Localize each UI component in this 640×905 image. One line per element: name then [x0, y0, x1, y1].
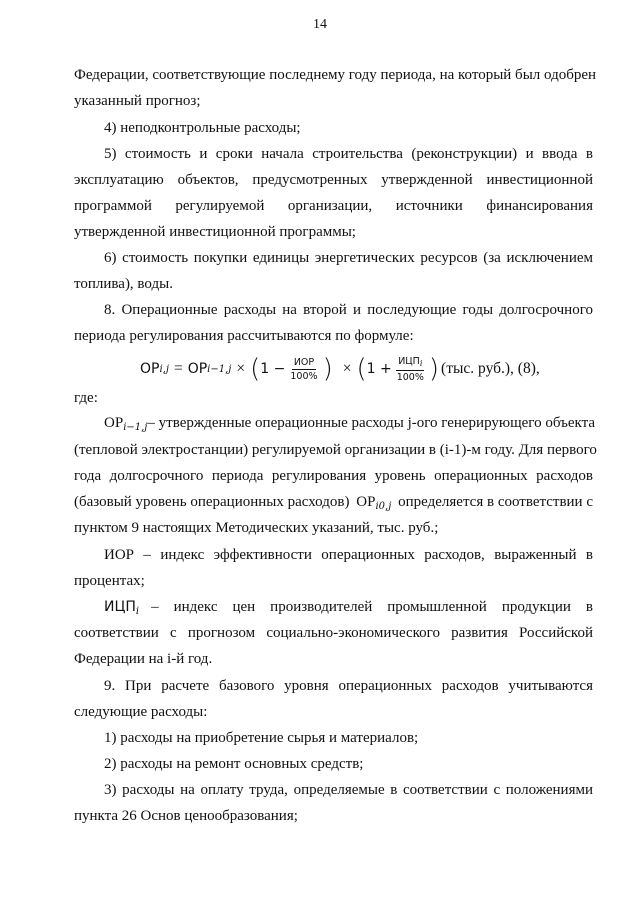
paragraph-line: эксплуатацию объектов, предусмотренных утвержденной инвестиционной: [74, 172, 593, 188]
paragraph-line: указанный прогноз;: [74, 93, 201, 109]
formula-8: [140, 344, 540, 394]
paren-close: ): [428, 354, 440, 384]
def-icp-text: – индекс цен производителей промышленной продукции в: [151, 599, 593, 615]
op-symbol: OP: [104, 415, 124, 431]
formula-lhs-sub: i,j: [159, 363, 169, 375]
paren-open: (: [250, 354, 261, 384]
def-ior-line: ИОР – индекс эффективности операционных расходов, выраженный в: [104, 547, 593, 563]
def-op-line4-post: определяется в соответствии с: [398, 494, 593, 510]
section-8-heading: 8. Операционные расходы на второй и последующие годы долгосрочного: [104, 302, 593, 318]
icp-symbol: ИЦП: [398, 355, 420, 367]
icp-symbol: ИЦП: [104, 599, 136, 615]
def-op-line4-pre: (базовый уровень операционных расходов): [74, 494, 350, 510]
paragraph-line: процентах;: [74, 573, 145, 589]
formula-prev: OP: [187, 361, 208, 377]
op-sub: i−1,j: [123, 422, 148, 433]
formula-prev-sub: i−1,j: [207, 363, 232, 375]
paragraph-line: соответствии с прогнозом социально-экономического развития Российской: [74, 625, 593, 641]
formula-lhs: OP: [140, 361, 160, 377]
paragraph-line: периода регулирования рассчитываются по формуле:: [74, 328, 414, 344]
fraction-ior: [288, 357, 319, 382]
icp-sub: i: [135, 606, 140, 617]
paragraph-line: Федерации на i-й год.: [74, 651, 213, 667]
def-op-line: [104, 413, 593, 438]
list-item-1: 1) расходы на приобретение сырья и материалов;: [104, 730, 419, 746]
fraction-numerator: [396, 356, 424, 371]
fraction-icp: [395, 356, 426, 383]
list-item-3: 3) расходы на оплату труда, определяемые в соответствии с положениями: [104, 782, 593, 798]
page-number: 14: [313, 17, 327, 32]
list-item-6: 6) стоимость покупки единицы энергетических ресурсов (за исключением: [104, 250, 593, 266]
formula-times: ×: [236, 360, 246, 377]
paragraph-line: пункта 26 Основ ценообразования;: [74, 808, 298, 824]
op-base-symbol: OP: [356, 494, 376, 510]
paren-open: (: [356, 354, 367, 384]
formula-equals: =: [173, 360, 183, 377]
paragraph-line: (тепловой электростанции) регулируемой организации в (i-1)-м году. Для первого: [74, 442, 597, 458]
icp-sub: i: [419, 358, 423, 368]
section-9-heading: 9. При расчете базового уровня операционных расходов учитываются: [104, 678, 593, 694]
fraction-denominator: 100%: [290, 370, 318, 382]
paragraph-line: Федерации, соответствующие последнему году периода, на который был одобрен: [74, 67, 597, 83]
formula-times: ×: [342, 360, 352, 377]
paragraph-line: следующие расходы:: [74, 704, 208, 720]
paragraph-line: топлива), воды.: [74, 276, 173, 292]
paragraph-line: программой регулируемой организации, источники финансирования: [74, 198, 593, 214]
op-base-sub: i0,j: [375, 501, 392, 512]
where-label: где:: [74, 390, 98, 406]
paragraph-line: утвержденной инвестиционной программы;: [74, 224, 356, 240]
paren-close: ): [322, 354, 333, 384]
list-item-5: 5) стоимость и сроки начала строительства (реконструкции) и ввода в: [104, 146, 593, 162]
formula-tail: (тыс. руб.), (8),: [441, 360, 540, 377]
paragraph-line: года долгосрочного периода регулирования уровень операционных расходов: [74, 468, 593, 484]
def-op-text: – утвержденные операционные расходы j-ого генерирующего объекта: [147, 415, 595, 431]
paragraph-line: пунктом 9 настоящих Методических указаний, тыс. руб.;: [74, 520, 439, 536]
list-item-4: 4) неподконтрольные расходы;: [104, 120, 301, 136]
fraction-denominator: 100%: [396, 371, 424, 383]
fraction-numerator: ИОР: [293, 356, 315, 368]
list-item-2: 2) расходы на ремонт основных средств;: [104, 756, 364, 772]
formula-one-plus: 1 +: [366, 361, 392, 377]
def-icp-line: [104, 597, 593, 622]
def-op-line4: [74, 492, 593, 517]
formula-one-minus: 1 −: [260, 361, 286, 377]
